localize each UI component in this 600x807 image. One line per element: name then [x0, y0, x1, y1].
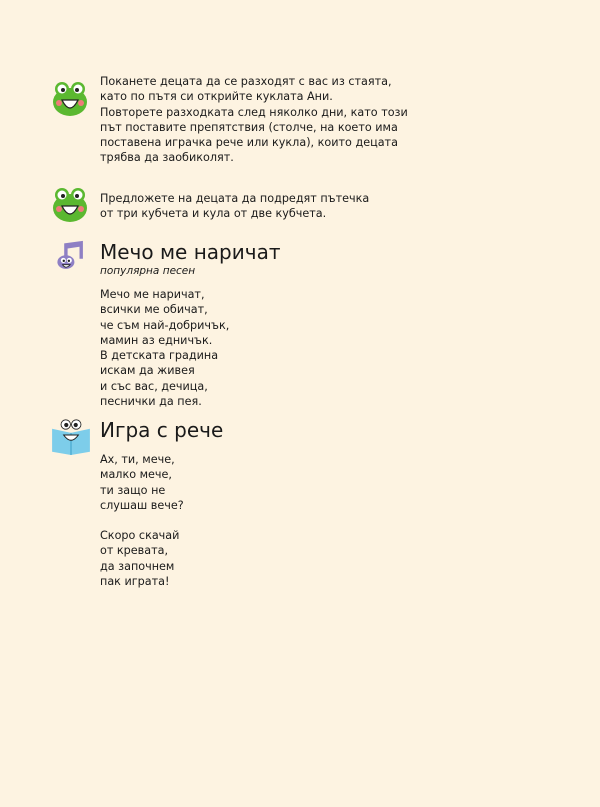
game-title: Игра с рече — [100, 418, 224, 442]
poem-line: Ах, ти, мече, — [100, 453, 175, 466]
lyric-line: В детската градина — [100, 349, 219, 363]
poem-line: Скоро скачай — [100, 529, 180, 543]
poem-line: ти защо не — [100, 483, 166, 497]
poem-line: малко мече, — [100, 468, 172, 482]
text-line: като по пътя си открийте куклата Ани. — [100, 90, 333, 104]
poem-line: от кревата, — [100, 544, 169, 558]
song-title: Мечо ме наричат — [100, 240, 281, 264]
music-note-icon — [54, 240, 88, 274]
game-poem — [100, 452, 184, 589]
poem-line: пак играта! — [100, 575, 170, 589]
lyric-line: искам да живея — [100, 364, 195, 378]
stanza-gap — [100, 513, 184, 528]
song-subtitle: популярна песен — [100, 265, 196, 277]
activity-1-text — [100, 74, 408, 166]
frog-icon — [50, 78, 90, 118]
text-line: трябва да заобиколят. — [100, 151, 234, 165]
text-line: Поканете децата да се разходят с вас из стаята, — [100, 75, 392, 88]
lyric-line: мамин аз едничък. — [100, 333, 213, 347]
lyric-line: Мечо ме наричат, — [100, 288, 205, 301]
text-line: Повторете разходката след няколко дни, като този — [100, 105, 408, 119]
lyric-line: песнички да пея. — [100, 395, 202, 409]
text-line: поставена играчка рече или кукла), които децата — [100, 136, 398, 150]
activity-1 — [50, 74, 550, 174]
lyric-line: че съм най-добричък, — [100, 318, 230, 332]
game-section — [50, 418, 550, 588]
song-lyrics — [100, 287, 229, 409]
frog-icon — [50, 184, 90, 224]
lyric-line: всички ме обичат, — [100, 303, 208, 317]
poem-line: да започнем — [100, 559, 175, 573]
poem-line: слушаш вече? — [100, 498, 184, 512]
activity-2 — [50, 186, 550, 226]
text-line: от три кубчета и кула от две кубчета. — [100, 207, 327, 221]
lyric-line: и със вас, дечица, — [100, 379, 208, 393]
text-line: път поставите препятствия (столче, на което има — [100, 120, 398, 134]
song-section — [50, 240, 550, 409]
text-line: Предложете на децата да подредят пътечка — [100, 192, 370, 205]
book-icon — [50, 414, 92, 456]
activity-2-text — [100, 191, 369, 222]
